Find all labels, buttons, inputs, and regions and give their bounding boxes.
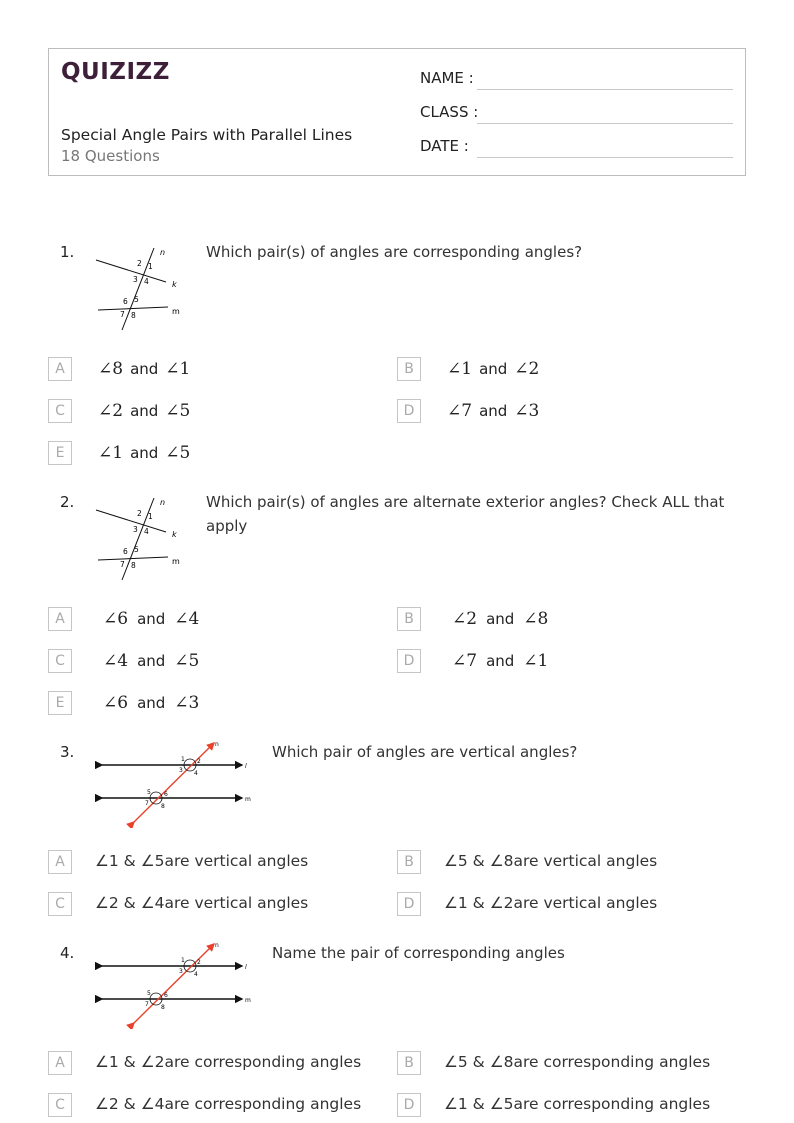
question-text-line-1: Which pair(s) of angles are alternate exterior angles? Check ALL that bbox=[206, 493, 725, 511]
option-d-text[interactable]: ∠7 and ∠1 bbox=[452, 651, 549, 671]
question-text: Which pair of angles are vertical angles? bbox=[272, 743, 578, 761]
name-label: NAME : bbox=[420, 69, 474, 87]
transversal-diagram bbox=[92, 244, 192, 332]
option-d-checkbox[interactable]: D bbox=[397, 649, 421, 673]
angle-label-7: 7 bbox=[145, 800, 149, 807]
angle-label-4: 4 bbox=[144, 527, 149, 536]
angle-label-1: 1 bbox=[181, 957, 185, 964]
quizizz-logo: QUIZIZZ bbox=[61, 59, 170, 85]
line-m-label: m bbox=[172, 557, 180, 566]
option-b-text[interactable]: ∠1 and ∠2 bbox=[447, 359, 540, 379]
line-m-label: m bbox=[172, 307, 180, 316]
name-field[interactable] bbox=[477, 89, 733, 90]
option-d-checkbox[interactable]: D bbox=[397, 399, 421, 423]
line-n-label: n bbox=[215, 741, 219, 748]
worksheet-title: Special Angle Pairs with Parallel Lines bbox=[61, 126, 353, 144]
option-b-checkbox[interactable]: B bbox=[397, 607, 421, 631]
option-e-checkbox[interactable]: E bbox=[48, 441, 72, 465]
line-n-label: n bbox=[160, 248, 166, 257]
angle-label-5: 5 bbox=[134, 295, 139, 304]
line-m-label: m bbox=[245, 796, 251, 803]
question-text bbox=[206, 490, 724, 538]
option-a-text[interactable]: ∠1 & ∠2are corresponding angles bbox=[95, 1053, 362, 1071]
angle-label-4: 4 bbox=[144, 277, 149, 286]
option-b-checkbox[interactable]: B bbox=[397, 850, 421, 874]
option-d-text[interactable]: ∠1 & ∠5are corresponding angles bbox=[444, 1095, 711, 1113]
question-text: Which pair(s) of angles are corresponding angles? bbox=[206, 243, 583, 261]
option-d-checkbox[interactable]: D bbox=[397, 892, 421, 916]
angle-label-4: 4 bbox=[194, 770, 198, 777]
date-label: DATE : bbox=[420, 137, 469, 155]
angle-label-4: 4 bbox=[194, 971, 198, 978]
worksheet-header bbox=[48, 48, 746, 176]
option-c-text[interactable]: ∠2 & ∠4are corresponding angles bbox=[95, 1095, 362, 1113]
question-number: 2. bbox=[60, 493, 75, 511]
angle-label-2: 2 bbox=[197, 758, 201, 765]
question-number: 3. bbox=[60, 743, 75, 761]
line-l-label: l bbox=[245, 964, 247, 971]
angle-label-8: 8 bbox=[161, 803, 165, 810]
line-n-label: n bbox=[215, 942, 219, 949]
class-label: CLASS : bbox=[420, 103, 479, 121]
line-k-label: k bbox=[172, 530, 177, 539]
option-e-text[interactable]: ∠1 and ∠5 bbox=[98, 443, 191, 463]
option-b-checkbox[interactable]: B bbox=[397, 1051, 421, 1075]
angle-label-7: 7 bbox=[120, 310, 125, 319]
option-b-text[interactable]: ∠2 and ∠8 bbox=[452, 609, 549, 629]
option-d-checkbox[interactable]: D bbox=[397, 1093, 421, 1117]
question-text: Name the pair of corresponding angles bbox=[272, 944, 565, 962]
angle-label-5: 5 bbox=[147, 789, 151, 796]
angle-label-7: 7 bbox=[120, 560, 125, 569]
question-number: 1. bbox=[60, 243, 75, 261]
date-field[interactable] bbox=[477, 157, 733, 158]
option-a-text[interactable]: ∠6 and ∠4 bbox=[103, 609, 200, 629]
line-k-label: k bbox=[172, 280, 177, 289]
question-number: 4. bbox=[60, 944, 75, 962]
option-c-checkbox[interactable]: C bbox=[48, 649, 72, 673]
angle-label-6: 6 bbox=[164, 992, 168, 999]
angle-label-2: 2 bbox=[137, 259, 142, 268]
angle-label-6: 6 bbox=[164, 791, 168, 798]
option-b-checkbox[interactable]: B bbox=[397, 357, 421, 381]
option-e-checkbox[interactable]: E bbox=[48, 691, 72, 715]
angle-label-3: 3 bbox=[133, 275, 138, 284]
line-m-label: m bbox=[245, 997, 251, 1004]
vertical-angles-diagram bbox=[94, 738, 254, 828]
angle-label-8: 8 bbox=[131, 561, 136, 570]
angle-label-3: 3 bbox=[179, 767, 183, 774]
option-d-text[interactable]: ∠7 and ∠3 bbox=[447, 401, 540, 421]
angle-label-8: 8 bbox=[131, 311, 136, 320]
angle-label-5: 5 bbox=[147, 990, 151, 997]
question-count: 18 Questions bbox=[61, 147, 160, 165]
option-a-checkbox[interactable]: A bbox=[48, 1051, 72, 1075]
option-c-checkbox[interactable]: C bbox=[48, 1093, 72, 1117]
line-l-label: l bbox=[245, 763, 247, 770]
angle-label-6: 6 bbox=[123, 547, 128, 556]
angle-label-2: 2 bbox=[197, 959, 201, 966]
angle-label-1: 1 bbox=[148, 262, 153, 271]
option-b-text[interactable]: ∠5 & ∠8are corresponding angles bbox=[444, 1053, 711, 1071]
option-a-checkbox[interactable]: A bbox=[48, 357, 72, 381]
class-field[interactable] bbox=[477, 123, 733, 124]
option-c-text[interactable]: ∠2 & ∠4are vertical angles bbox=[95, 894, 309, 912]
option-a-checkbox[interactable]: A bbox=[48, 607, 72, 631]
option-a-text[interactable]: ∠1 & ∠5are vertical angles bbox=[95, 852, 309, 870]
option-d-text[interactable]: ∠1 & ∠2are vertical angles bbox=[444, 894, 658, 912]
angle-label-7: 7 bbox=[145, 1001, 149, 1008]
angle-label-5: 5 bbox=[134, 545, 139, 554]
line-n-label: n bbox=[160, 498, 166, 507]
angle-label-1: 1 bbox=[148, 512, 153, 521]
option-e-text[interactable]: ∠6 and ∠3 bbox=[103, 693, 200, 713]
angle-label-6: 6 bbox=[123, 297, 128, 306]
option-c-text[interactable]: ∠2 and ∠5 bbox=[98, 401, 191, 421]
transversal-diagram bbox=[92, 494, 192, 582]
option-c-checkbox[interactable]: C bbox=[48, 399, 72, 423]
option-c-checkbox[interactable]: C bbox=[48, 892, 72, 916]
option-a-checkbox[interactable]: A bbox=[48, 850, 72, 874]
option-c-text[interactable]: ∠4 and ∠5 bbox=[103, 651, 200, 671]
angle-label-3: 3 bbox=[133, 525, 138, 534]
question-text-line-2: apply bbox=[206, 517, 248, 535]
angle-label-2: 2 bbox=[137, 509, 142, 518]
option-b-text[interactable]: ∠5 & ∠8are vertical angles bbox=[444, 852, 658, 870]
angle-label-1: 1 bbox=[181, 756, 185, 763]
corresponding-angles-diagram bbox=[94, 939, 254, 1029]
option-a-text[interactable]: ∠8 and ∠1 bbox=[98, 359, 191, 379]
angle-label-8: 8 bbox=[161, 1004, 165, 1011]
angle-label-3: 3 bbox=[179, 968, 183, 975]
